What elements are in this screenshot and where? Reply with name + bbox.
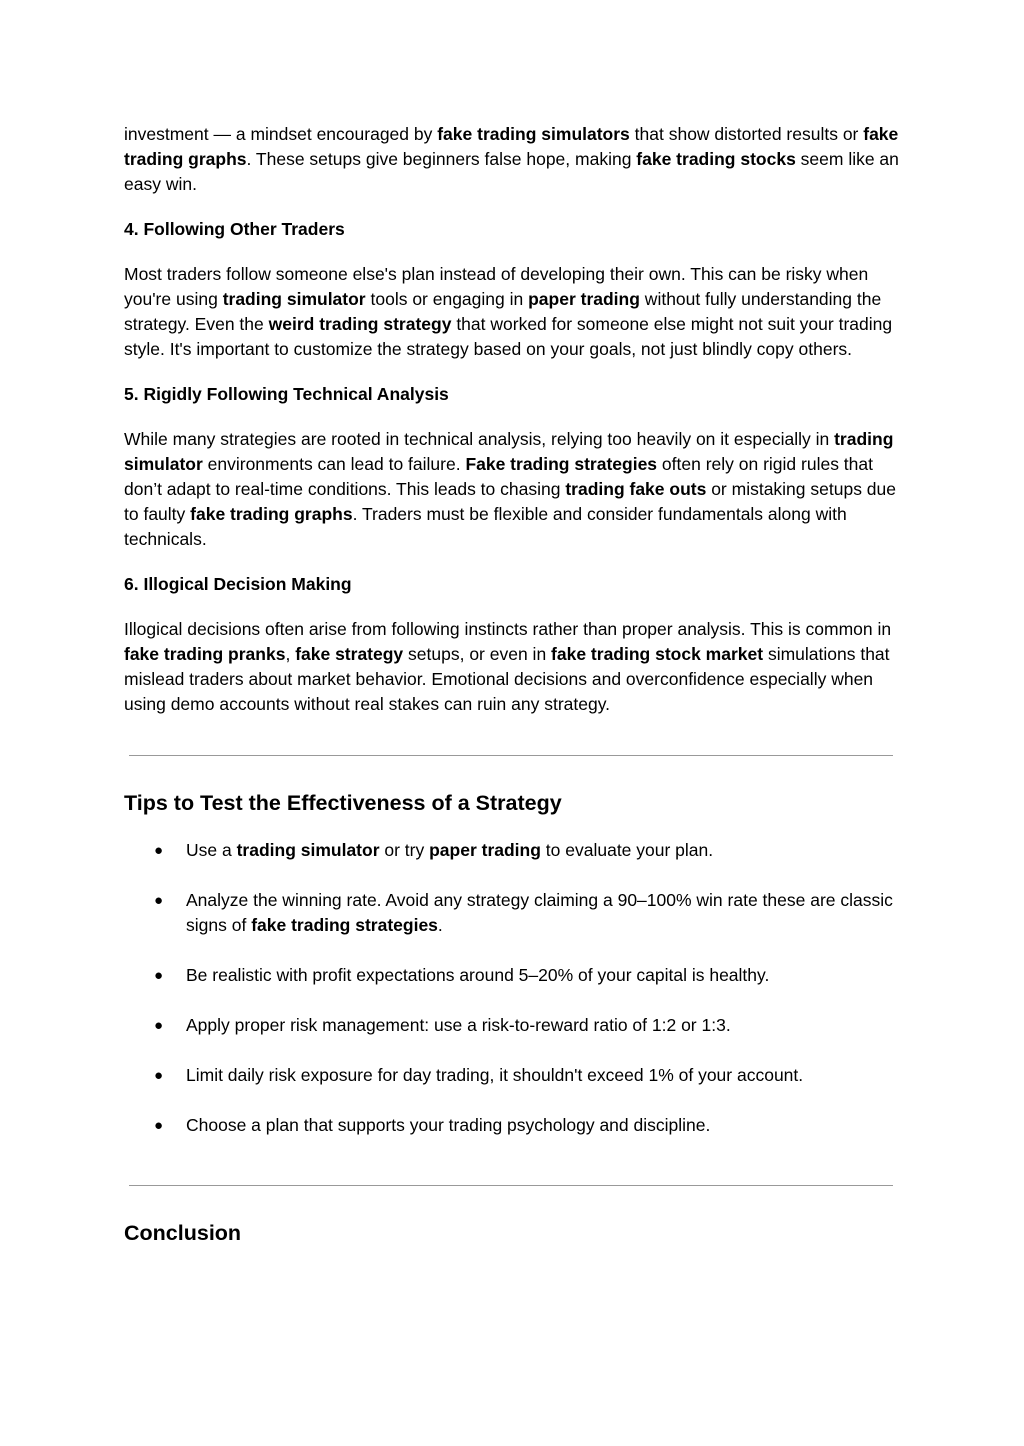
bold-text: fake trading stocks xyxy=(636,149,796,169)
text-run: without fully understanding the strategy. Even the xyxy=(124,289,882,334)
tip-text xyxy=(186,1115,710,1135)
document-page xyxy=(124,122,904,1248)
text-run: or mistaking setups due to faulty xyxy=(124,479,897,524)
tip-text xyxy=(186,1065,803,1085)
bold-text: Fake trading strategies xyxy=(465,454,658,474)
tip-item xyxy=(124,963,904,988)
conclusion-heading: Conclusion xyxy=(124,1221,242,1245)
section-heading: 5. Rigidly Following Technical Analysis xyxy=(124,384,449,404)
bold-text: fake strategy xyxy=(295,644,404,664)
bullet-icon: ● xyxy=(154,1017,164,1034)
text-run: Illogical decisions often arise from following instincts rather than proper analysis. This is common in xyxy=(124,619,892,639)
section-heading: 6. Illogical Decision Making xyxy=(124,574,352,594)
tip-item xyxy=(124,888,904,938)
bold-text: fake trading pranks xyxy=(124,644,286,664)
text-run: that show distorted results or xyxy=(629,124,864,144)
bullet-icon: ● xyxy=(154,892,164,909)
bold-text: fake trading strategies xyxy=(251,915,438,935)
text-run: Use a xyxy=(186,840,237,860)
bold-text: paper trading xyxy=(429,840,541,860)
section-heading: 4. Following Other Traders xyxy=(124,219,345,239)
text-run: Analyze the winning rate. Avoid any strategy claiming a 90–100% win rate these are classic signs of xyxy=(186,890,893,935)
section-paragraph xyxy=(124,262,904,362)
text-run: Apply proper risk management: use a risk-to-reward ratio of 1:2 or 1:3. xyxy=(186,1015,731,1035)
text-run: environments can lead to failure. xyxy=(202,454,466,474)
bold-text: trading simulator xyxy=(236,840,380,860)
text-run: Most traders follow someone else's plan instead of developing their own. This can be risky when you're using xyxy=(124,264,869,309)
text-run: simulations that mislead traders about market behavior. Emotional decisions and overconfidence especially when using demo accounts without real stakes can ruin any strategy. xyxy=(124,644,890,714)
bold-text: trading simulator xyxy=(222,289,366,309)
text-run: , xyxy=(285,644,296,664)
tips-heading: Tips to Test the Effectiveness of a Strategy xyxy=(124,791,562,815)
bullet-icon: ● xyxy=(154,1067,164,1084)
bullet-icon: ● xyxy=(154,842,164,859)
text-run: Limit daily risk exposure for day trading, it shouldn't exceed 1% of your account. xyxy=(186,1065,804,1085)
tip-item xyxy=(124,1013,904,1038)
tip-text xyxy=(186,1015,731,1035)
tip-text xyxy=(186,965,769,985)
text-run: . xyxy=(437,915,443,935)
tip-item xyxy=(124,1113,904,1138)
tip-text xyxy=(186,840,713,860)
text-run: Choose a plan that supports your trading psychology and discipline. xyxy=(186,1115,711,1135)
bold-text: paper trading xyxy=(528,289,640,309)
text-run: investment — a mindset encouraged by xyxy=(124,124,438,144)
text-run: or try xyxy=(379,840,430,860)
text-run: . Traders must be flexible and consider fundamentals along with technicals. xyxy=(124,504,847,549)
bold-text: fake trading stock market xyxy=(551,644,764,664)
text-run: that worked for someone else might not suit your trading style. It's important to customize the strategy based on your goals, not just blindly copy others. xyxy=(124,314,893,359)
section-paragraph xyxy=(124,617,904,717)
bold-text: trading fake outs xyxy=(565,479,707,499)
intro-paragraph xyxy=(124,122,904,197)
text-run: Be realistic with profit expectations around 5–20% of your capital is healthy. xyxy=(186,965,770,985)
section-paragraph xyxy=(124,427,904,552)
bold-text: fake trading graphs xyxy=(190,504,353,524)
text-run: seem like an easy win. xyxy=(124,149,899,194)
bold-text: fake trading simulators xyxy=(437,124,630,144)
bullet-icon: ● xyxy=(154,967,164,984)
text-run: While many strategies are rooted in technical analysis, relying too heavily on it especially in xyxy=(124,429,835,449)
bold-text: trading simulator xyxy=(124,429,894,474)
bold-text: weird trading strategy xyxy=(268,314,452,334)
tips-list xyxy=(124,838,904,1138)
text-run: tools or engaging in xyxy=(365,289,529,309)
text-run: setups, or even in xyxy=(403,644,552,664)
tip-text xyxy=(186,890,893,935)
tip-item xyxy=(124,838,904,863)
bullet-icon: ● xyxy=(154,1117,164,1134)
text-run: . These setups give beginners false hope, making xyxy=(246,149,637,169)
bold-text: fake trading graphs xyxy=(124,124,899,169)
text-run: to evaluate your plan. xyxy=(540,840,714,860)
text-run: often rely on rigid rules that don’t adapt to real-time conditions. This leads to chasing xyxy=(124,454,873,499)
tip-item xyxy=(124,1063,904,1088)
